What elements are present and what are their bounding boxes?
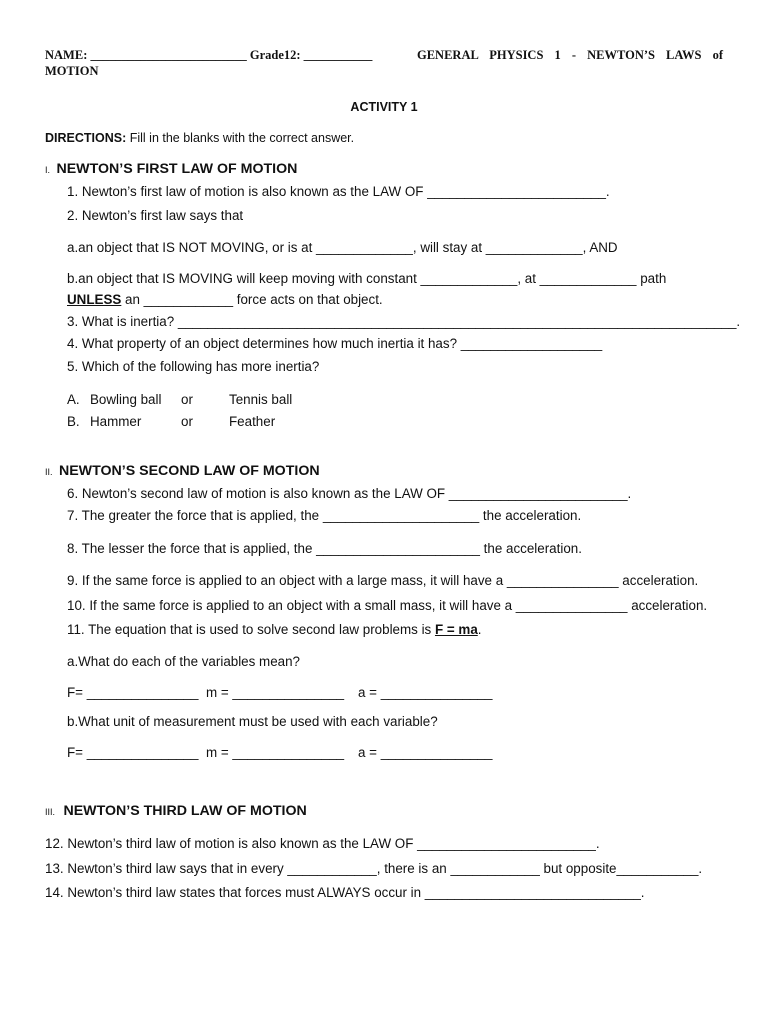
question-11	[67, 622, 482, 637]
question-3: 3. What is inertia? ___________________________________________________________________________.	[67, 314, 741, 329]
choice-b-letter: B.	[67, 414, 80, 429]
question-11-end: .	[477, 622, 482, 637]
question-2b-continued	[67, 292, 383, 307]
question-4: 4. What property of an object determines how much inertia it has? ___________________	[67, 336, 603, 351]
variable-a-meaning: a = _______________	[358, 685, 493, 700]
name-grade-line: NAME: _________________________ Grade12: ___________	[45, 48, 373, 62]
variable-m-meaning: m = _______________	[206, 685, 345, 700]
choice-a-or: or	[181, 392, 193, 407]
section-1-numeral: I.	[45, 165, 51, 175]
choice-a-left: Bowling ball	[90, 392, 162, 407]
equation-f-ma: F = ma	[434, 622, 478, 637]
question-11b: b.What unit of measurement must be used with each variable?	[67, 714, 438, 729]
course-title-continued: MOTION	[45, 64, 99, 78]
section-1-title: NEWTON’S FIRST LAW OF MOTION	[56, 161, 298, 177]
activity-title: ACTIVITY 1	[350, 100, 418, 114]
question-7: 7. The greater the force that is applied, the _____________________ the acceleration.	[67, 508, 582, 523]
variable-a-unit: a = _______________	[358, 745, 493, 760]
question-14: 14. Newton’s third law states that forces must ALWAYS occur in _____________________________.	[45, 885, 645, 900]
section-2-heading	[45, 462, 320, 480]
question-10: 10. If the same force is applied to an object with a small mass, it will have a _______________ acceleration.	[67, 598, 708, 613]
question-8: 8. The lesser the force that is applied, the ______________________ the acceleration.	[67, 541, 582, 556]
section-3-numeral: III.	[45, 807, 56, 817]
directions	[45, 131, 354, 145]
question-11a: a.What do each of the variables mean?	[67, 654, 300, 669]
question-2: 2. Newton’s first law says that	[67, 208, 244, 223]
section-3-title: NEWTON’S THIRD LAW OF MOTION	[63, 803, 307, 819]
section-2-numeral: II.	[45, 467, 53, 477]
variable-m-unit: m = _______________	[206, 745, 345, 760]
course-title: GENERAL PHYSICS 1 - NEWTON’S LAWS of	[417, 48, 723, 62]
question-1: 1. Newton’s first law of motion is also known as the LAW OF ________________________.	[67, 184, 610, 199]
section-2-title: NEWTON’S SECOND LAW OF MOTION	[58, 463, 320, 479]
choice-a-right: Tennis ball	[229, 392, 293, 407]
question-2b-rest: an ____________ force acts on that object.	[121, 292, 383, 307]
variable-f-meaning: F= _______________	[67, 685, 199, 700]
choice-a-letter: A.	[67, 392, 80, 407]
section-1-heading	[45, 160, 297, 178]
section-3-heading	[45, 802, 307, 820]
question-6: 6. Newton’s second law of motion is also known as the LAW OF ________________________.	[67, 486, 632, 501]
question-9: 9. If the same force is applied to an object with a large mass, it will have a _______________ acceleration.	[67, 573, 699, 588]
choice-b-or: or	[181, 414, 193, 429]
choice-b-right: Feather	[229, 414, 276, 429]
question-2b: b.an object that IS MOVING will keep moving with constant _____________, at _____________ path	[67, 271, 667, 286]
question-13: 13. Newton’s third law says that in every ____________, there is an ____________ but opposite___________.	[45, 861, 703, 876]
choice-b-left: Hammer	[90, 414, 142, 429]
question-5: 5. Which of the following has more inertia?	[67, 359, 320, 374]
variable-f-unit: F= _______________	[67, 745, 199, 760]
directions-label: DIRECTIONS:	[45, 131, 127, 145]
question-12: 12. Newton’s third law of motion is also known as the LAW OF ________________________.	[45, 836, 600, 851]
question-2a: a.an object that IS NOT MOVING, or is at _____________, will stay at _____________, AND	[67, 240, 618, 255]
unless-emphasis: UNLESS	[67, 292, 122, 307]
question-11-text: 11. The equation that is used to solve second law problems is	[67, 622, 435, 637]
directions-text: Fill in the blanks with the correct answer.	[126, 131, 355, 145]
